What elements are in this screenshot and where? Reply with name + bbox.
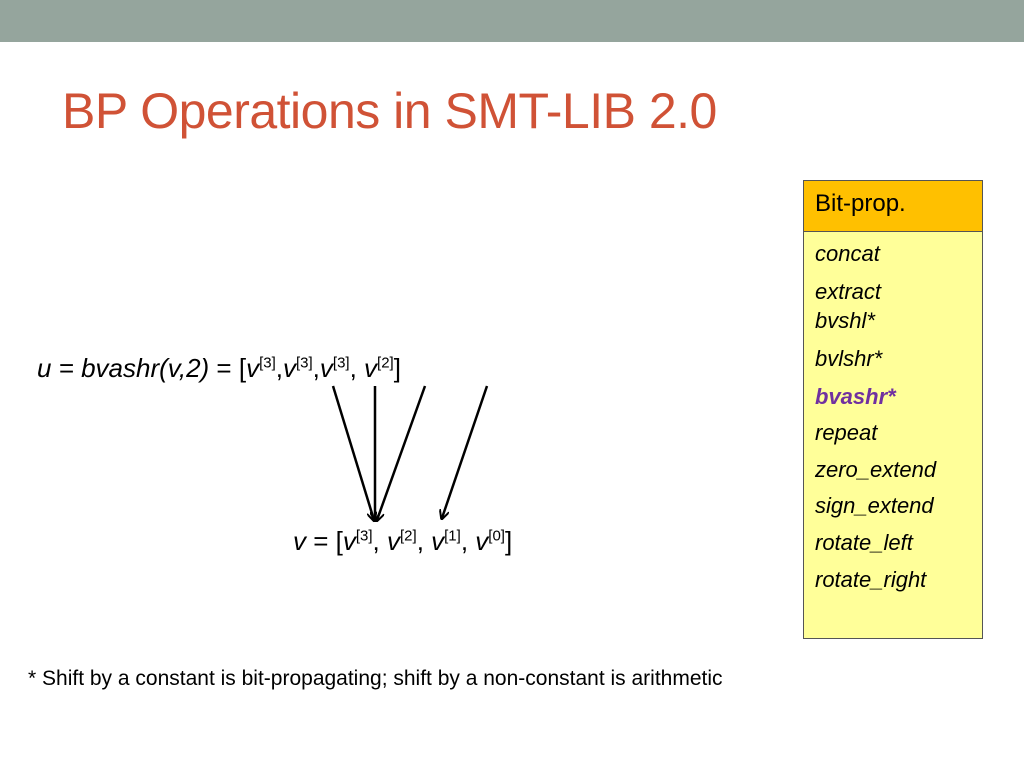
op-zero-extend: zero_extend [815, 457, 937, 482]
op-sign-extend: sign_extend [815, 493, 934, 518]
top-bar [0, 0, 1024, 42]
arrow-u2-to-v3 [377, 386, 425, 520]
u-term-2-index: [3] [332, 354, 350, 372]
equation-u-close: ] [393, 353, 401, 383]
op-bvashr: bvashr* [815, 384, 896, 409]
v-sep-0: , [372, 526, 387, 556]
u-term-3-index: [2] [377, 354, 394, 372]
u-sep-0: , [275, 353, 283, 383]
footnote: * Shift by a constant is bit-propagating; shift by a non-constant is arithmetic [28, 667, 723, 690]
v-term-3-index: [0] [488, 527, 505, 545]
equation-u-lhs: u = bvashr(v,2) [37, 353, 210, 383]
op-extract: extract [815, 279, 882, 304]
u-term-1-var: v [282, 353, 296, 383]
v-term-1-var: v [387, 526, 400, 556]
v-term-1-index: [2] [400, 527, 417, 545]
u-term-1-index: [3] [295, 354, 313, 372]
u-term-0-var: v [246, 353, 260, 383]
arrow-u0-to-v3 [333, 386, 374, 520]
v-term-2-var: v [431, 526, 445, 556]
v-term-0-index: [3] [355, 527, 373, 545]
u-sep-2: , [349, 353, 365, 383]
v-term-2-index: [1] [444, 527, 461, 545]
op-bvshl: bvshl* [815, 308, 875, 333]
u-term-0-index: [3] [259, 354, 276, 372]
equation-v-lhs: v [293, 526, 306, 556]
bit-prop-header: Bit-prop. [804, 181, 982, 232]
arrow-u3-to-v2 [442, 386, 487, 518]
bit-prop-table [803, 180, 983, 639]
equation-u-open: = [ [209, 353, 247, 383]
op-bvlshr: bvlshr* [815, 346, 883, 371]
equation-v-open: = [ [306, 526, 343, 556]
v-sep-1: , [416, 526, 432, 556]
v-term-0-var: v [342, 526, 356, 556]
op-concat: concat [815, 241, 880, 266]
op-rotate-right: rotate_right [815, 567, 927, 592]
v-term-3-var: v [475, 526, 489, 556]
u-sep-1: , [312, 353, 320, 383]
slide-title: BP Operations in SMT-LIB 2.0 [62, 83, 717, 139]
v-sep-2: , [460, 526, 476, 556]
op-repeat: repeat [815, 420, 878, 445]
u-term-2-var: v [319, 353, 333, 383]
equation-v [293, 526, 512, 557]
equation-u [37, 353, 401, 384]
op-rotate-left: rotate_left [815, 530, 913, 555]
u-term-3-var: v [364, 353, 378, 383]
equation-v-close: ] [504, 526, 513, 556]
